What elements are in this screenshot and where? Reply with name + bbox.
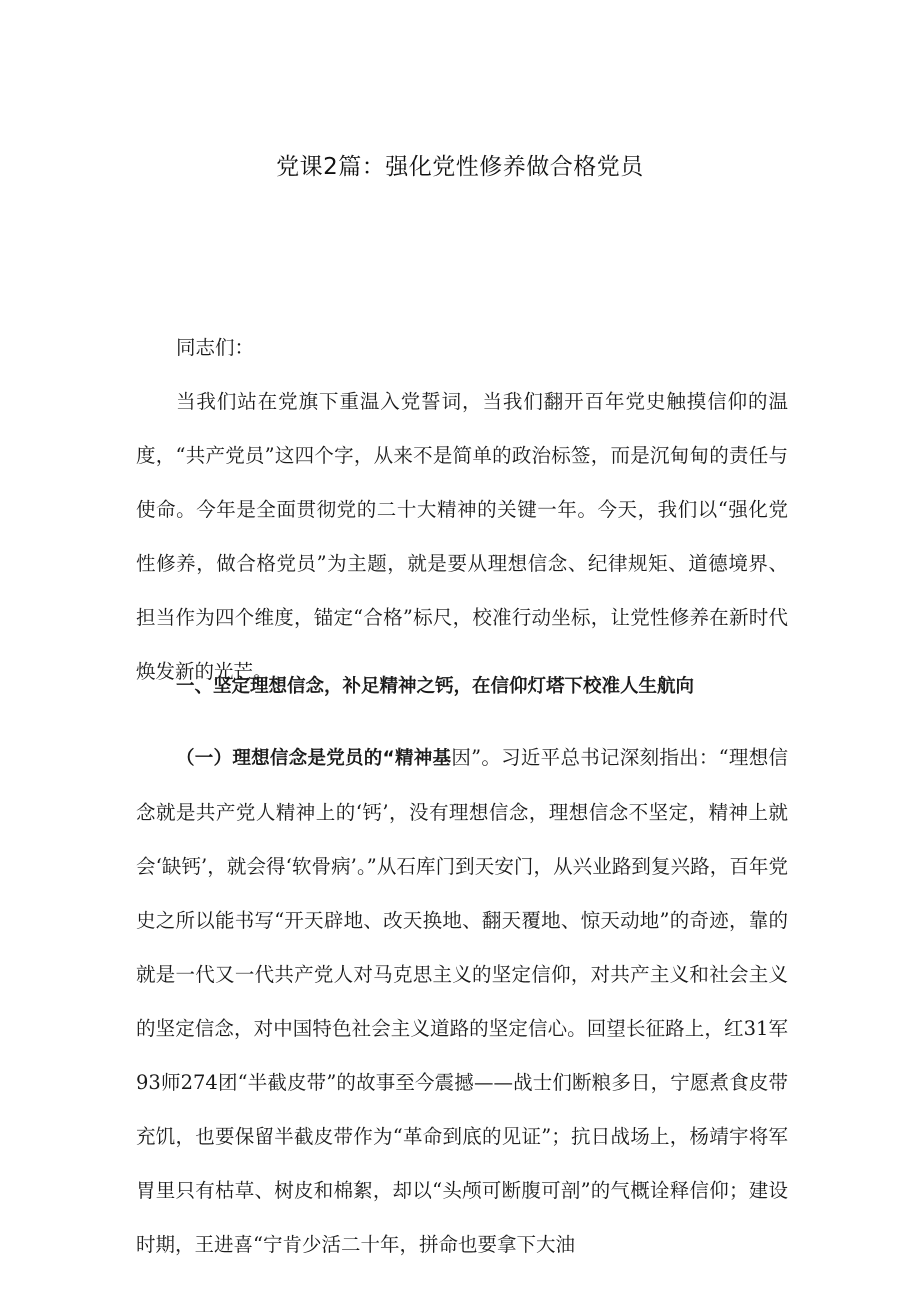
section-1-heading: 一、坚定理想信念，补足精神之钙，在信仰灯塔下校准人生航向 bbox=[176, 676, 695, 697]
paragraph-2 bbox=[136, 731, 788, 1272]
document-title: 党课2篇：强化党性修养做合格党员 bbox=[276, 154, 644, 180]
subsection-1-lead: （一）理想信念是党员的“精神基 bbox=[176, 748, 452, 769]
subsection-1-text: 因”。习近平总书记深刻指出：“理想信念就是共产党人精神上的‘钙’，没有理想信念，理想信念不坚定，精神上就会‘缺钙’，就会得‘软骨病’。”从石库门到天安门，从兴业路到复兴路，百年党史之所以能书写“开天辟地、改天换地、翻天覆地、惊天动地”的奇迹，靠的就是一代又一代共产党人对马克思主义的坚定信仰，对共产主义和社会主义的坚定信念，对中国特色社会主义道路的坚定信心。回望长征路上，红31军93师274团“半截皮带”的故事至今震撼——战士们断粮多日，宁愿煮食皮带充饥，也要保留半截皮带作为“革命到底的见证”；抗日战场上，杨靖宇将军胃里只有枯草、树皮和棉絮，却以“头颅可断腹可剖”的气概诠释信仰；建设时期，王进喜“宁肯少活二十年，拼命也要拿下大油 bbox=[136, 746, 788, 1256]
greeting: 同志们： bbox=[176, 336, 255, 359]
paragraph-1: 当我们站在党旗下重温入党誓词，当我们翻开百年党史触摸信仰的温度，“共产党员”这四个字，从来不是简单的政治标签，而是沉甸甸的责任与使命。今年是全面贯彻党的二十大精神的关键一年。今天，我们以“强化党性修养，做合格党员”为主题，就是要从理想信念、纪律规矩、道德境界、担当作为四个维度，锚定“合格”标尺，校准行动坐标，让党性修养在新时代焕发新的光芒。 bbox=[136, 390, 788, 683]
